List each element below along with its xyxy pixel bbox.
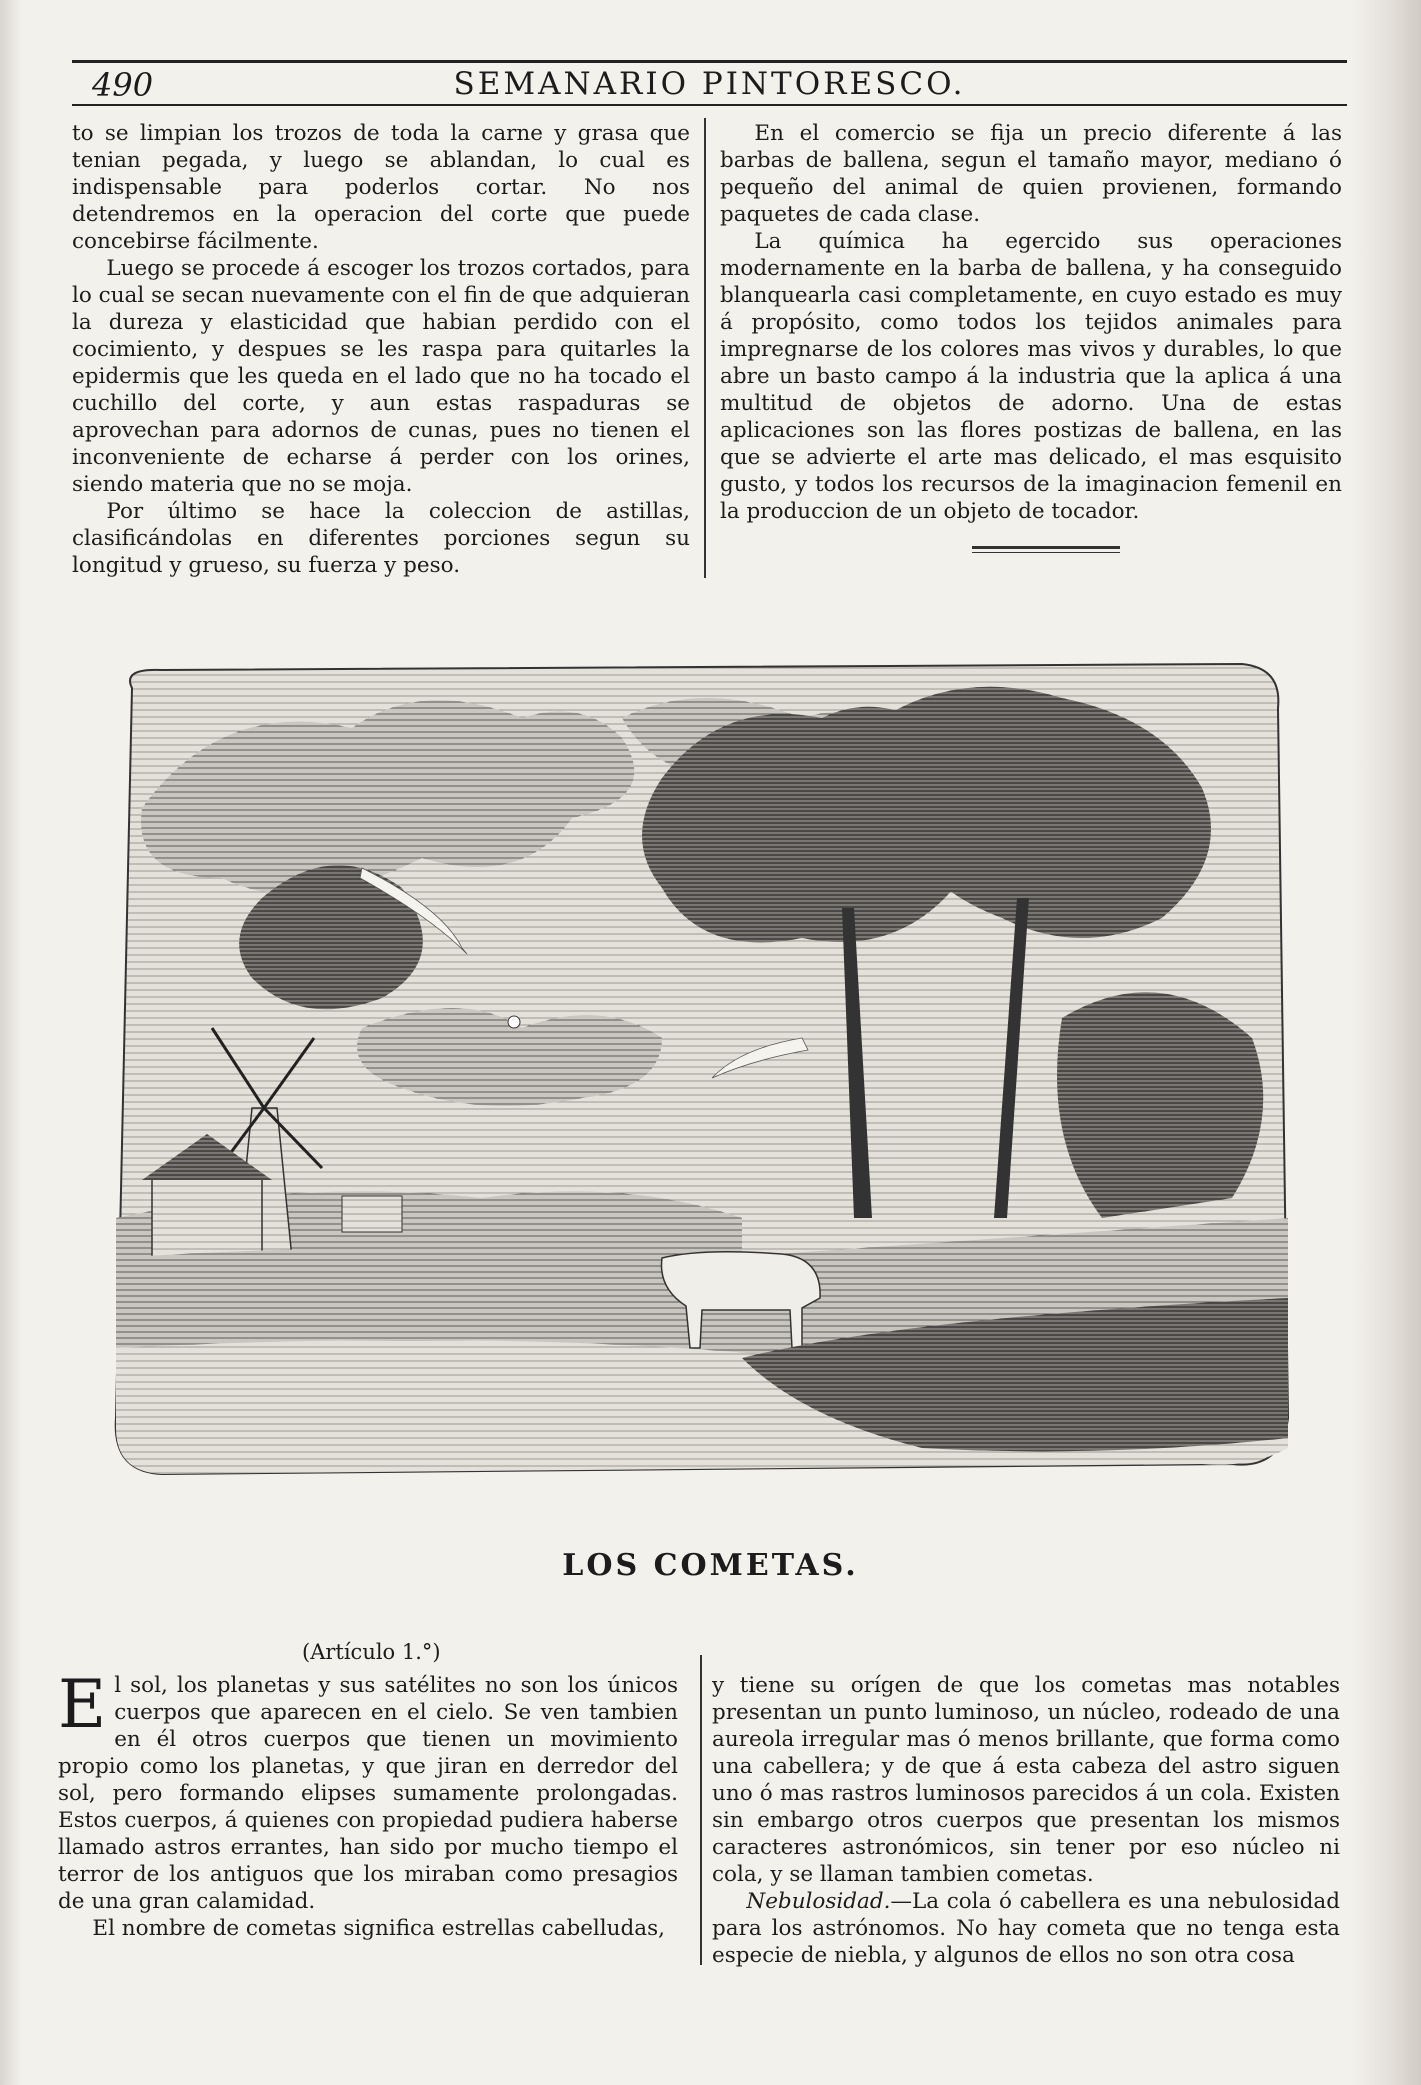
page-number: 490 bbox=[92, 66, 154, 104]
page-edge-right bbox=[1351, 0, 1421, 2085]
farmhouse bbox=[152, 1178, 262, 1258]
paragraph: Por último se hace la coleccion de astillas, clasificándolas en diferentes porciones segun su longitud y grueso, su fuerza y peso. bbox=[72, 499, 690, 578]
subheading-nebulosidad: Nebulosidad. bbox=[746, 1889, 891, 1914]
engraving-landscape-comets bbox=[102, 658, 1298, 1482]
page-header bbox=[72, 60, 1347, 104]
paragraph-text: l sol, los planetas y sus satélites no son los únicos cuerpos que aparecen en el cielo. Se ven tambien en él otros cuerpos que tienen un movimiento propio como los planetas, y que jiran en derredor del sol, pero formando elipses sumamente prolongadas. Estos cuerpos, á quienes con propiedad pudiera haberse llamado astros errantes, han sido por mucho tiempo el terror de los antiguos que los miraban como presagios de una gran calamidad. bbox=[58, 1673, 678, 1914]
star bbox=[508, 1016, 520, 1028]
column-top-right bbox=[720, 120, 1342, 525]
header-rule-top bbox=[72, 60, 1347, 63]
header-rule-bottom bbox=[72, 104, 1347, 106]
section-title: LOS COMETAS. bbox=[562, 1548, 859, 1583]
column-divider-bottom bbox=[700, 1655, 702, 1965]
paragraph-intro bbox=[58, 1666, 678, 1915]
page-edge-left bbox=[0, 0, 22, 2085]
running-title: SEMANARIO PINTORESCO. bbox=[453, 66, 966, 102]
paragraph: to se limpian los trozos de toda la carne y grasa que tenian pegada, y luego se ablandan, lo cual es indispensable para poderlos cortar. No nos detendremos en la operacion del corte que puede concebirse fácilmente. bbox=[72, 121, 690, 254]
column-bottom-right bbox=[712, 1672, 1340, 1969]
paragraph-nebulosidad bbox=[712, 1888, 1340, 1969]
paragraph: y tiene su orígen de que los cometas mas notables presentan un punto luminoso, un núcleo, rodeado de una aureola irregular mas ó menos brillante, que forma como una cabellera; y de que á esta cabeza del astro siguen uno ó mas rastros luminosos parecidos á un cola. Existen sin embargo otros cuerpos que presentan los mismos caracteres astronómicos, sin tener por eso núcleo ni cola, y se llaman tambien cometas. bbox=[712, 1673, 1340, 1887]
paragraph: El nombre de cometas significa estrellas cabelludas, bbox=[92, 1916, 665, 1941]
bushes-right bbox=[1057, 992, 1263, 1218]
article-label: (Artículo 1.°) bbox=[302, 1640, 441, 1664]
section-ornament-rule bbox=[972, 546, 1120, 553]
paragraph: En el comercio se fija un precio diferente á las barbas de ballena, segun el tamaño mayor, mediano ó pequeño del animal de quien provienen, formando paquetes de cada clase. bbox=[720, 121, 1342, 227]
column-divider-top bbox=[704, 118, 706, 578]
paragraph: Luego se procede á escoger los trozos cortados, para lo cual se secan nuevamente con el fin de que adquieran la dureza y elasticidad que habian perdido con el cocimiento, y despues se les raspa para quitarles la epidermis que les queda en el lado que no ha tocado el cuchillo del corte, y aun estas raspaduras se aprovechan para adornos de cunas, pues no tienen el inconveniente de echarse á perder con los orines, siendo materia que no se moja. bbox=[72, 256, 690, 497]
column-top-left bbox=[72, 120, 690, 579]
paragraph-text: —La cola ó cabellera es una nebulosidad para los astrónomos. No hay cometa que no tenga esta especie de niebla, y algunos de ellos no son otra cosa bbox=[712, 1889, 1340, 1968]
drop-cap: E bbox=[58, 1666, 107, 1743]
cottage bbox=[342, 1196, 402, 1232]
column-bottom-left bbox=[58, 1666, 678, 1942]
paragraph: La química ha egercido sus operaciones modernamente en la barba de ballena, y ha conseguido blanquearla casi completamente, en cuyo estado es muy á propósito, como todos los tejidos animales para impregnarse de los colores mas vivos y durables, lo que abre un basto campo á la industria que la aplica á una multitud de objetos de adorno. Una de estas aplicaciones son las flores postizas de ballena, en las que se advierte el arte mas delicado, el mas esquisito gusto, y todos los recursos de la imaginacion femenil en la produccion de un objeto de tocador. bbox=[720, 229, 1342, 524]
